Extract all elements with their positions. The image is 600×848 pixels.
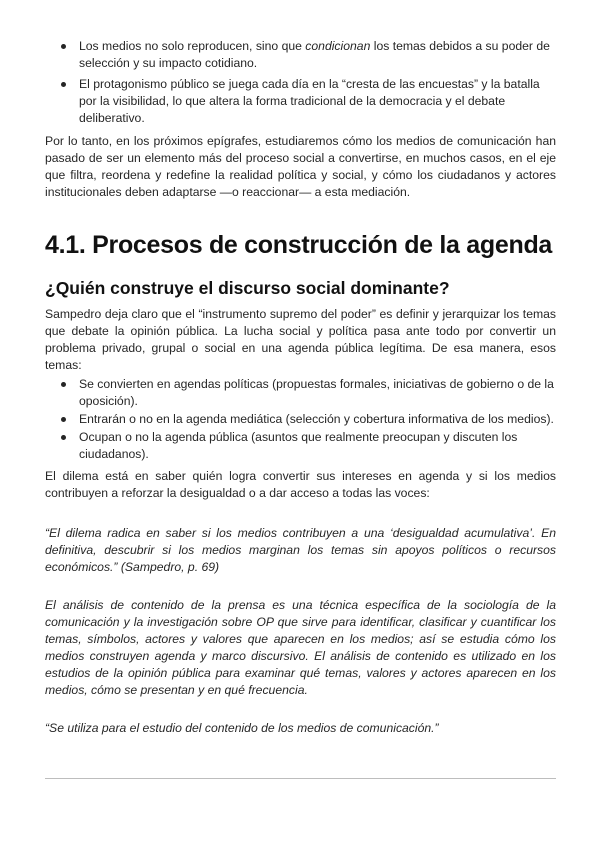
intro-paragraph: Por lo tanto, en los próximos epígrafes, estudiaremos cómo los medios de comunicación han pasado de ser un elemento más del proceso social a convertirse, en muchos casos, en el eje que filtra, reordena y redefine la realidad política y social, y cómo los ciudadanos y actores institucionales deben adaptarse —o reaccionar— a esta mediación. — [45, 134, 556, 199]
quote-sampedro: “El dilema radica en saber si los medios contribuyen a una ‘desigualdad acumulativa’. En definitiva, descubrir si los medios marginan los temas sin apoyos políticos o recursos económicos.” (Sampedro, p. 69) — [45, 526, 556, 574]
section-heading: 4.1. Procesos de construcción de la agenda — [45, 231, 553, 259]
quote-uso: “Se utiliza para el estudio del contenido de los medios de comunicación.” — [45, 721, 439, 735]
list-item: Los medios no solo reproducen, sino que condicionan los temas debidos a su poder de selección y su impacto cotidiano. — [45, 38, 556, 72]
paragraph-dilema: El dilema está en saber quién logra convertir sus intereses en agenda y si los medios contribuyen a reforzar la desigualdad o a dar acceso a todas las voces: — [45, 469, 556, 500]
list-item: El protagonismo público se juega cada día en la “cresta de las encuestas” y la batalla por la visibilidad, lo que altera la forma tradicional de la democracia y el debate deliberativo. — [45, 76, 556, 127]
list-item: Se convierten en agendas políticas (propuestas formales, iniciativas de gobierno o de la oposición). — [45, 376, 556, 410]
quote-analisis-contenido: El análisis de contenido de la prensa es una técnica específica de la sociología de la comunicación y la investigación sobre OP que sirve para identificar, clasificar y cuantificar los temas, símbolos, actores y valores que aparecen en los medios; así se estudia cómo los medios construyen agenda y marco discursivo. El análisis de contenido es utilizado en los estudios de la opinión pública para examinar qué temas, valores y actores aparecen en los medios, cómo se presentan y en qué frecuencia. — [45, 598, 556, 697]
intro-list — [45, 38, 556, 127]
subheading: ¿Quién construye el discurso social dominante? — [45, 278, 450, 298]
document-page — [45, 38, 556, 737]
list-item: Ocupan o no la agenda pública (asuntos que realmente preocupan y discuten los ciudadanos). — [45, 429, 556, 463]
list-item: Entrarán o no en la agenda mediática (selección y cobertura informativa de los medios). — [45, 411, 556, 428]
agenda-list — [45, 376, 556, 463]
paragraph-sampedro: Sampedro deja claro que el “instrumento supremo del poder” es definir y jerarquizar los temas que debate la opinión pública. La lucha social y política pasa ante todo por convertir un problema privado, grupal o social en una agenda pública legítima. De esa manera, esos temas: — [45, 307, 556, 372]
footer-divider — [45, 778, 556, 779]
